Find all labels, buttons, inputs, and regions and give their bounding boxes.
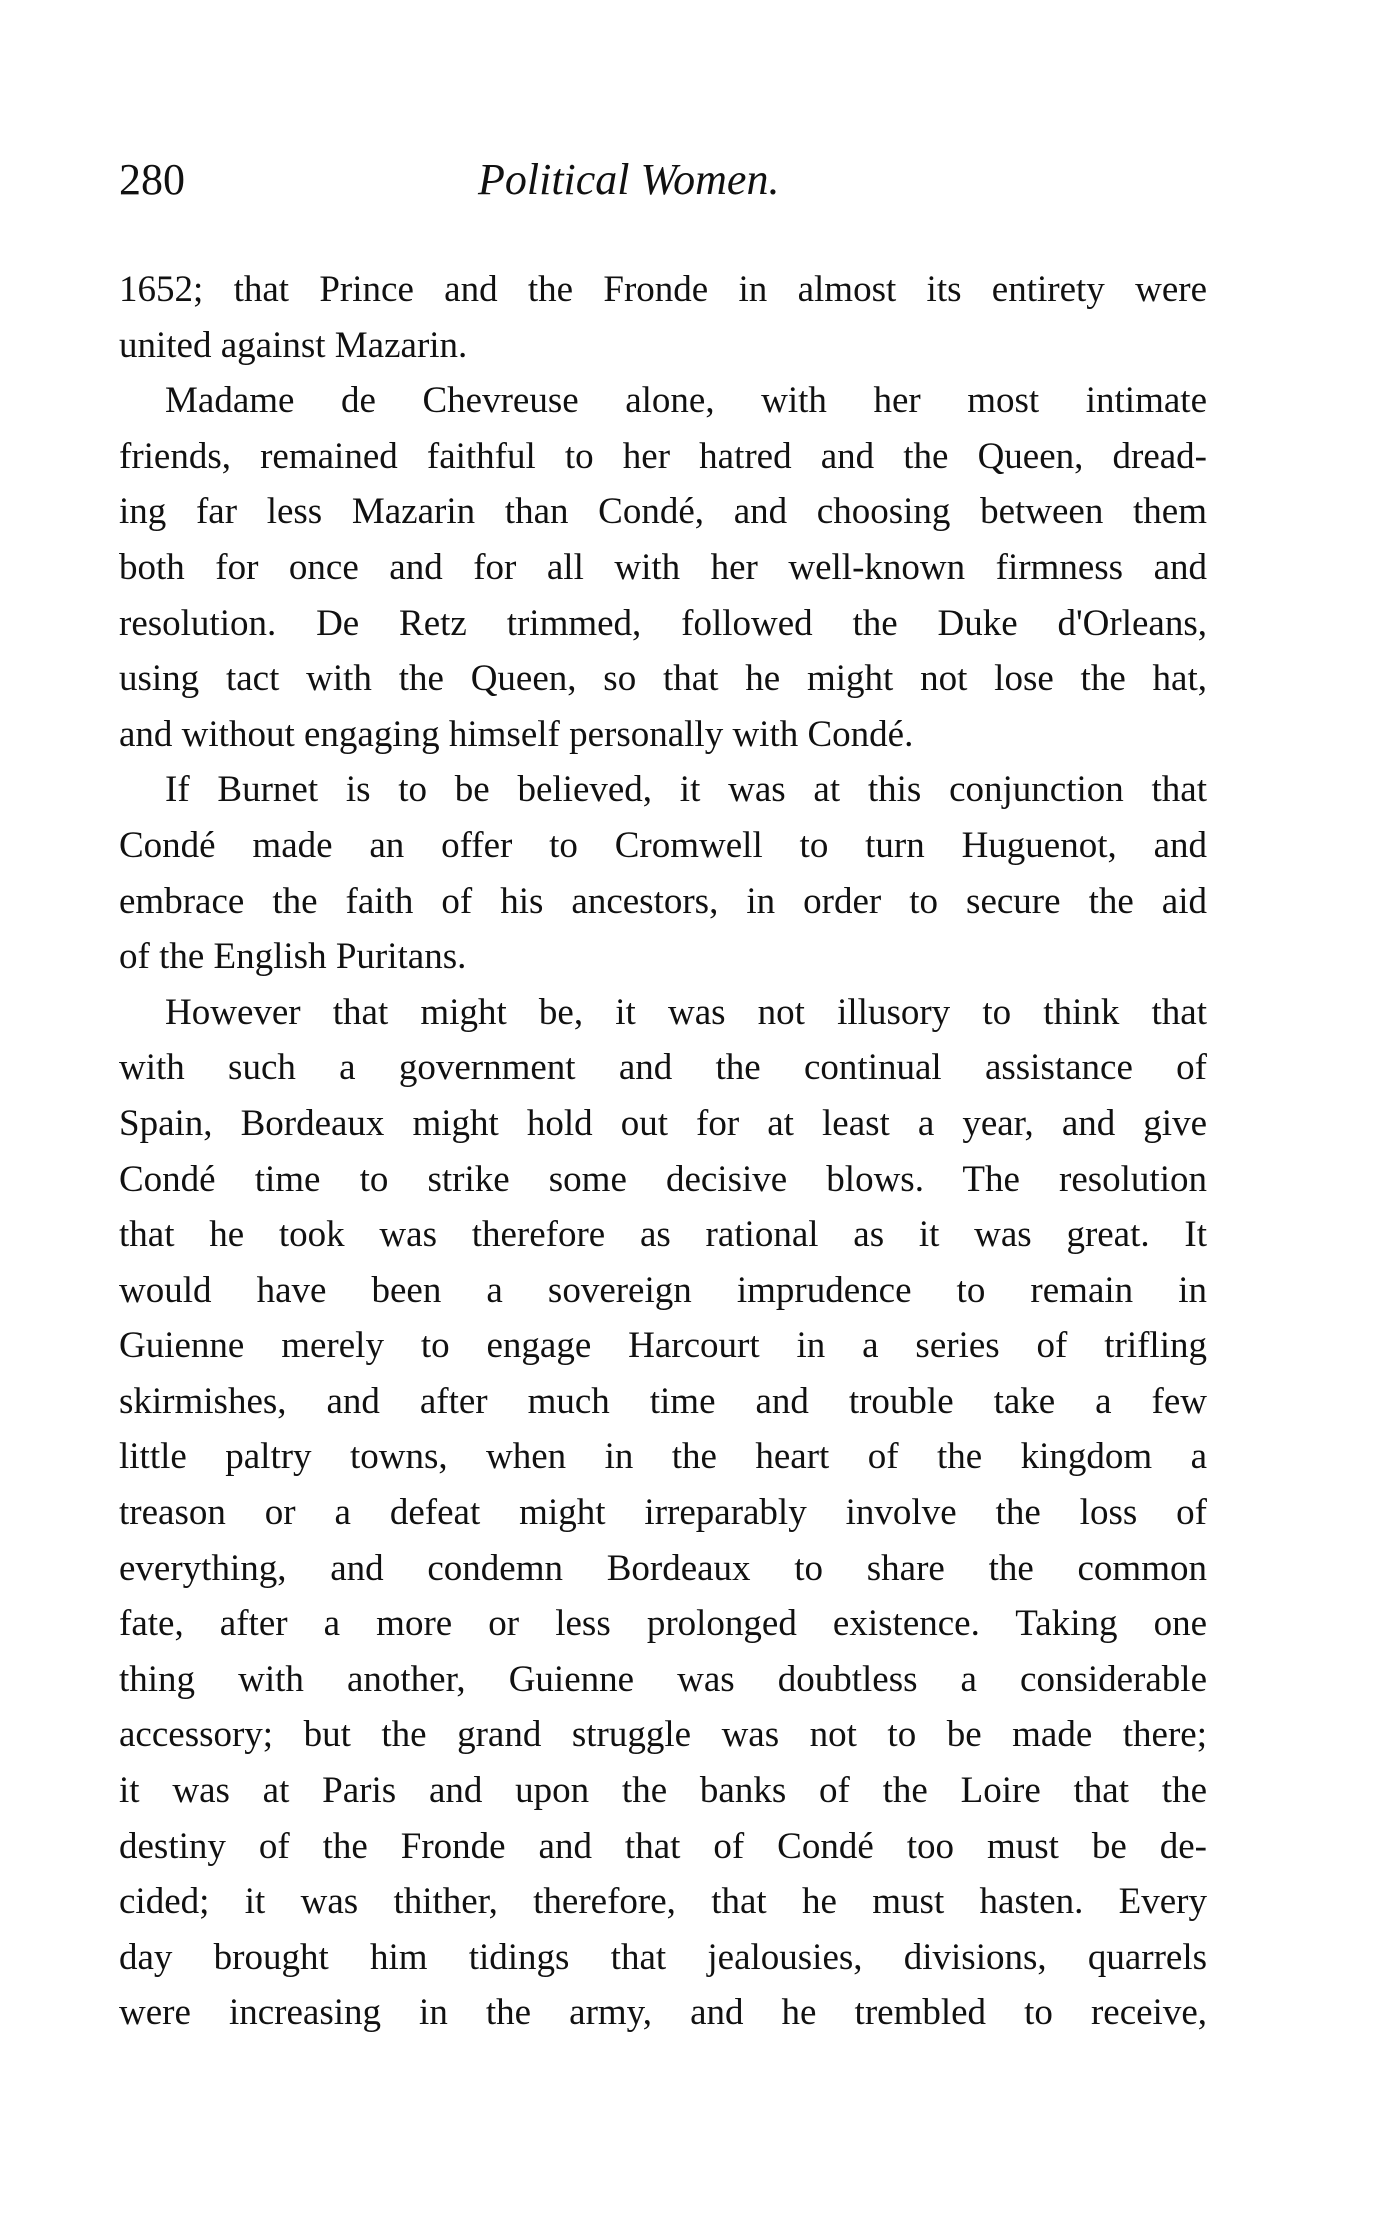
text-line: However that might be, it was not illusory to think that <box>165 991 1207 1033</box>
text-line: of the English Puritans. <box>119 936 467 978</box>
text-line: were increasing in the army, and he trembled to receive, <box>119 1992 1207 2034</box>
text-line: 1652; that Prince and the Fronde in almost its entirety were <box>119 269 1207 310</box>
text-line: Madame de Chevreuse alone, with her most intimate <box>165 380 1207 422</box>
running-title: Political Women. <box>478 155 780 204</box>
text-line: fate, after a more or less prolonged existence. Taking one <box>119 1603 1207 1645</box>
text-line: little paltry towns, when in the heart of the kingdom a <box>119 1436 1207 1478</box>
text-line: it was at Paris and upon the banks of the Loire that the <box>119 1770 1207 1812</box>
text-line: destiny of the Fronde and that of Condé too must be de- <box>119 1825 1207 1867</box>
text-line: cided; it was thither, therefore, that he must hasten. Every <box>119 1881 1207 1923</box>
text-line: If Burnet is to be believed, it was at this conjunction that <box>165 769 1207 811</box>
text-line: using tact with the Queen, so that he might not lose the hat, <box>119 658 1207 700</box>
text-line: friends, remained faithful to her hatred and the Queen, dread- <box>119 435 1207 477</box>
text-line: embrace the faith of his ancestors, in order to secure the aid <box>119 880 1207 922</box>
text-line: both for once and for all with her well-known firmness and <box>119 546 1207 588</box>
text-line: Condé time to strike some decisive blows. The resolution <box>119 1158 1207 1200</box>
text-line: treason or a defeat might irreparably involve the loss of <box>119 1492 1207 1534</box>
text-line: would have been a sovereign imprudence to remain in <box>119 1269 1207 1311</box>
text-line: Spain, Bordeaux might hold out for at least a year, and give <box>119 1102 1207 1144</box>
text-line: skirmishes, and after much time and trouble take a few <box>119 1380 1207 1422</box>
text-line: that he took was therefore as rational as it was great. It <box>119 1214 1207 1256</box>
text-line: everything, and condemn Bordeaux to share the common <box>119 1547 1207 1589</box>
text-line: ing far less Mazarin than Condé, and choosing between them <box>119 491 1207 533</box>
text-line: accessory; but the grand struggle was not to be made there; <box>119 1714 1207 1756</box>
text-line: resolution. De Retz trimmed, followed the Duke d'Orleans, <box>119 602 1207 644</box>
text-line: day brought him tidings that jealousies, divisions, quarrels <box>119 1936 1207 1978</box>
text-line: with such a government and the continual assistance of <box>119 1047 1207 1089</box>
text-line: Guienne merely to engage Harcourt in a series of trifling <box>119 1325 1207 1367</box>
text-line: and without engaging himself personally with Condé. <box>119 713 914 755</box>
page-number: 280 <box>119 155 185 204</box>
body-text <box>119 262 1207 2041</box>
text-line: thing with another, Guienne was doubtless a considerable <box>119 1658 1207 1700</box>
text-line: Condé made an offer to Cromwell to turn Huguenot, and <box>119 824 1207 866</box>
text-line: united against Mazarin. <box>119 324 468 366</box>
